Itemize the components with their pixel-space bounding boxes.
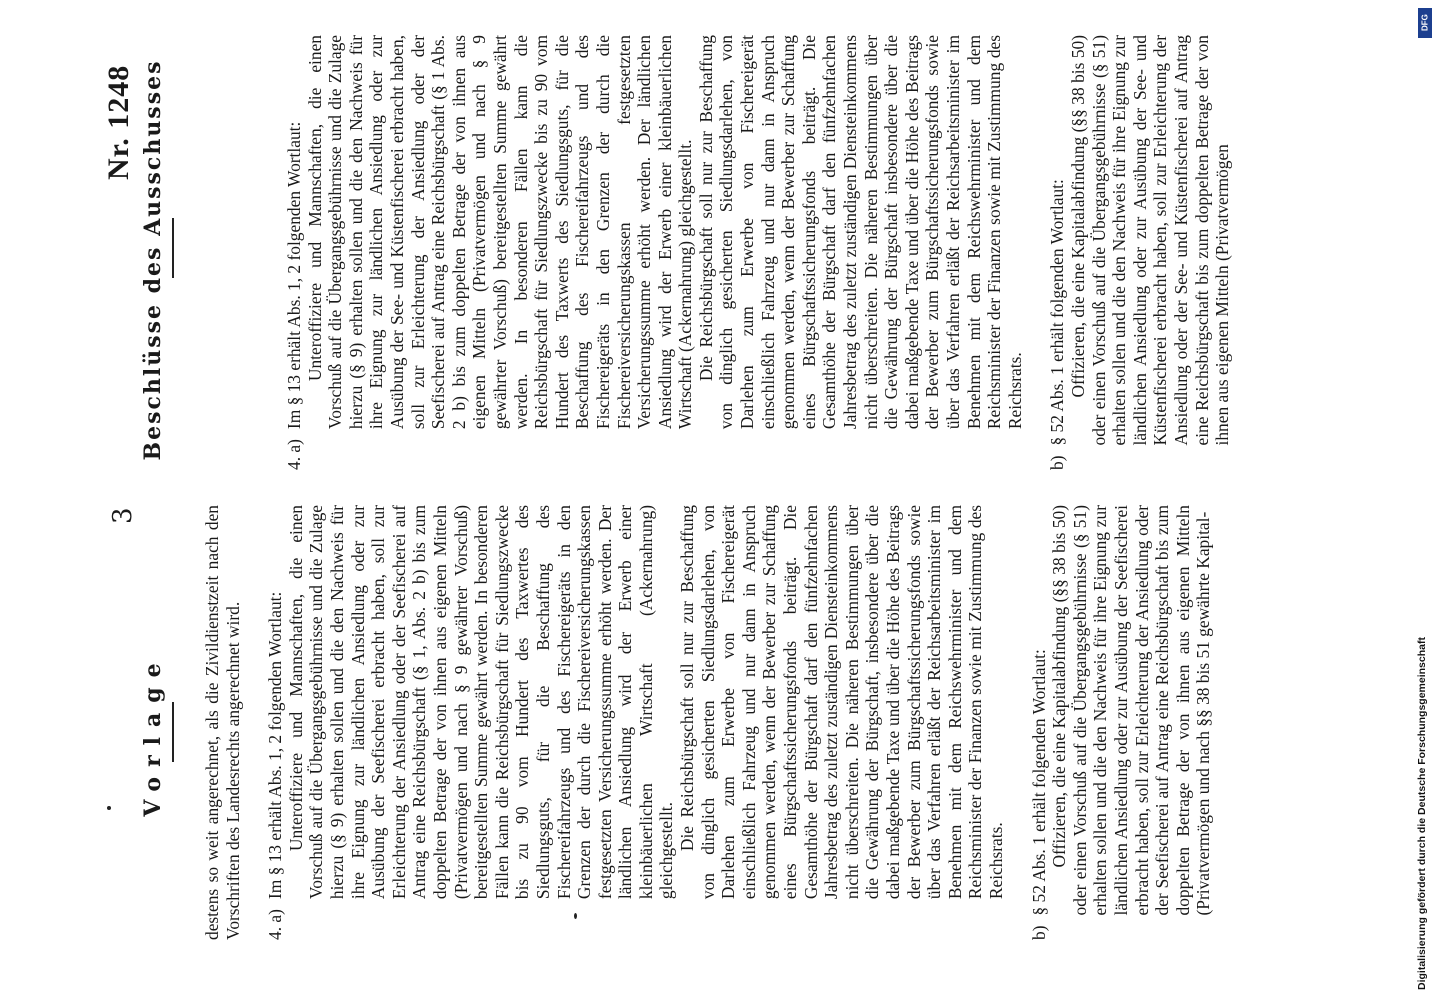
left-heading-rule (172, 702, 174, 762)
scan-speck (574, 913, 577, 919)
digitization-credit: Digitalisierung gefördert durch die Deutsche Forschungsgemeinschaft (1416, 637, 1428, 990)
left-column (202, 505, 1214, 940)
item-paragraph: Die Reichsbürgschaft soll nur zur Beschaffung von dinglich gesicherten Siedlungsdarlehen, von Darlehen zum Erwerbe von Fischereigerät einschließlich Fahrzeug und nur dann in Anspruch genommen werden, wenn der Bewerber zur Schaffung eines Bürgschaftssicherungsfonds beiträgt. Die Gesamthöhe der Bürgschaft darf den fünfzehnfachen Jahresbetrag des zuletzt zuständigen Diensteinkommens nicht überschreiten. Die näheren Bestimmungen über die Gewährung der Bürgschaft insbesondere über die dabei maßgebende Taxe und über die Höhe des Beitrags der Bewerber zum Bürgschaftssicherungsfonds sowie über das Verfahren erläßt der Reichsarbeitsminister im Benehmen mit dem Reichswehrminister und dem Reichsminister der Finanzen sowie mit Zustimmung des Reichsrats. (695, 35, 1025, 430)
page-number: 3 (108, 507, 138, 524)
item-intro: Im § 13 erhält Abs. 1, 2 folgenden Wortlaut: (265, 591, 286, 900)
item-paragraph: Die Reichsbürgschaft soll nur zur Beschaffung von dinglich gesicherten Siedlungsdarlehen, von Darlehen zum Erwerbe von Fischereigerät einschließlich Fahrzeug und nur dann in Anspruch genommen werden, wenn der Bewerber zur Schaffung eines Bürgschaftssicherungsfonds beiträgt. Die Gesamthöhe der Bürgschaft darf den fünfzehnfachen Jahresbetrag des zuletzt zuständigen Diensteinkommens nicht überschreiten. Die näheren Bestimmungen über die Gewährung der Bürgschaft, insbesondere über die dabei maßgebende Taxe und über die Höhe des Beitrags der Bewerber zum Bürgschaftssicherungsfonds sowie über das Verfahren erläßt der Reichsarbeitsminister im Benehmen mit dem Reichswehrminister und dem Reichsminister der Finanzen sowie mit Zustimmung des Reichsrats. (677, 505, 1006, 900)
left-column-heading: Vorlage (140, 653, 166, 817)
right-column (284, 35, 1233, 470)
item-paragraph: Offizieren, die eine Kapitalabfindung (§§ 38 bis 50) oder einen Vorschuß auf die Übergangsgebührnisse (§ 51) erhalten sollen und die den Nachweis für ihre Eignung zur ländlichen Ansiedlung oder zur Ausübung der See- und Küstenfischerei erbracht haben, soll zur Erleichterung der Ansiedlung oder der See- und Küstenfischerei auf Antrag eine Reichsbürgschaft bis zum doppelten Betrage der von ihnen aus eigenen Mitteln (Privatvermögen (1067, 35, 1233, 446)
scan-speck (107, 806, 111, 810)
item-number: b) (1047, 455, 1068, 470)
right-item-b (1047, 35, 1232, 470)
continuation-text: destens so weit angerechnet, als die Zivildienstzeit nach den Vorschriften des Landesrechts angerechnet wird. (202, 505, 243, 940)
document-number: Nr. 1248 (102, 64, 135, 180)
right-column-heading: Beschlüsse des Ausschusses (140, 59, 166, 461)
item-paragraph: Offizieren, die eine Kapitalabfindung (§§ 38 bis 50) oder einen Vorschuß auf die Übergangsgebührnisse (§ 51) erhalten sollen und die den Nachweis für ihre Eignung zur ländlichen Ansiedlung oder zur Ausübung der Seefischerei erbracht haben, soll zur Erleichterung der Ansiedlung oder der Seefischerei auf Antrag eine Reichsbürgschaft bis zum doppelten Betrage der von ihnen aus eigenen Mitteln (Privatvermögen und nach §§ 38 bis 51 gewährte Kapital- (1049, 505, 1214, 916)
item-number: 4. a) (284, 439, 304, 470)
item-paragraph: Unteroffiziere und Mannschaften, die einen Vorschuß auf die Übergangsgebührnisse und die Zulage hierzu (§ 9) erhalten sollen und die den Nachweis für ihre Eignung zur ländlichen Ansiedlung oder zur Ausübung der See- und Küstenfischerei erbracht haben, soll zur Erleichterung der Ansiedlung oder der Seefischerei auf Antrag eine Reichsbürgschaft (§ 1 Abs. 2 b) bis zum doppelten Betrage der von ihnen aus eigenen Mitteln (Privatvermögen und nach § 9 gewährter Vorschuß) bereitgestellten Summe gewährt werden. In besonderen Fällen kann die Reichsbürgschaft für Siedlungszwecke bis zu 90 vom Hundert des Taxwerts des Siedlungsguts, für die Beschaffung des Fischereifahrzeugs und des Fischereigeräts in den Grenzen der durch die Fischereiversicherungskassen festgesetzten Versicherungssumme erhöht werden. Der ländlichen Ansiedlung wird der Erwerb einer kleinbäuerlichen Wirtschaft (Ackernahrung) gleichgestellt. (304, 35, 696, 430)
item-intro: § 52 Abs. 1 erhält folgenden Wortlaut: (1047, 179, 1068, 446)
item-intro: Im § 13 erhält Abs. 1, 2 folgenden Wortlaut: (284, 121, 304, 430)
left-item-a (265, 505, 1006, 940)
right-heading-rule (172, 218, 174, 278)
item-number: 4. a) (265, 909, 286, 940)
item-paragraph: Unteroffiziere und Mannschaften, die einen Vorschuß auf die Übergangsgebührnisse und die Zulage hierzu (§ 9) erhalten sollen und die den Nachweis für ihre Eignung zur ländlichen Ansiedlung oder zur Ausübung der Seefischerei erbracht haben, soll zur Erleichterung der Ansiedlung oder der Seefischerei auf Antrag eine Reichsbürgschaft (§ 1, Abs. 2 b) bis zum doppelten Betrage der von ihnen aus eigenen Mitteln (Privatvermögen und nach § 9 gewährter Vorschuß) bereitgestellten Summe gewährt werden. In besonderen Fällen kann die Reichsbürgschaft für Siedlungszwecke bis zu 90 vom Hundert des Taxwertes des Siedlungsguts, für die Beschaffung des Fischereifahrzeugs und des Fischereigeräts in den Grenzen der durch die Fischereiversicherungskassen festgesetzten Versicherungssumme erhöht werden. Der ländlichen Ansiedlung wird der Erwerb einer kleinbäuerlichen Wirtschaft (Ackernahrung) gleichgestellt. (285, 505, 677, 900)
item-intro: § 52 Abs. 1 erhält folgenden Wortlaut: (1028, 649, 1049, 916)
dfg-logo: DFG (1418, 8, 1432, 38)
item-number: b) (1028, 925, 1049, 940)
left-item-b (1029, 505, 1214, 940)
right-item-a (284, 35, 1025, 470)
